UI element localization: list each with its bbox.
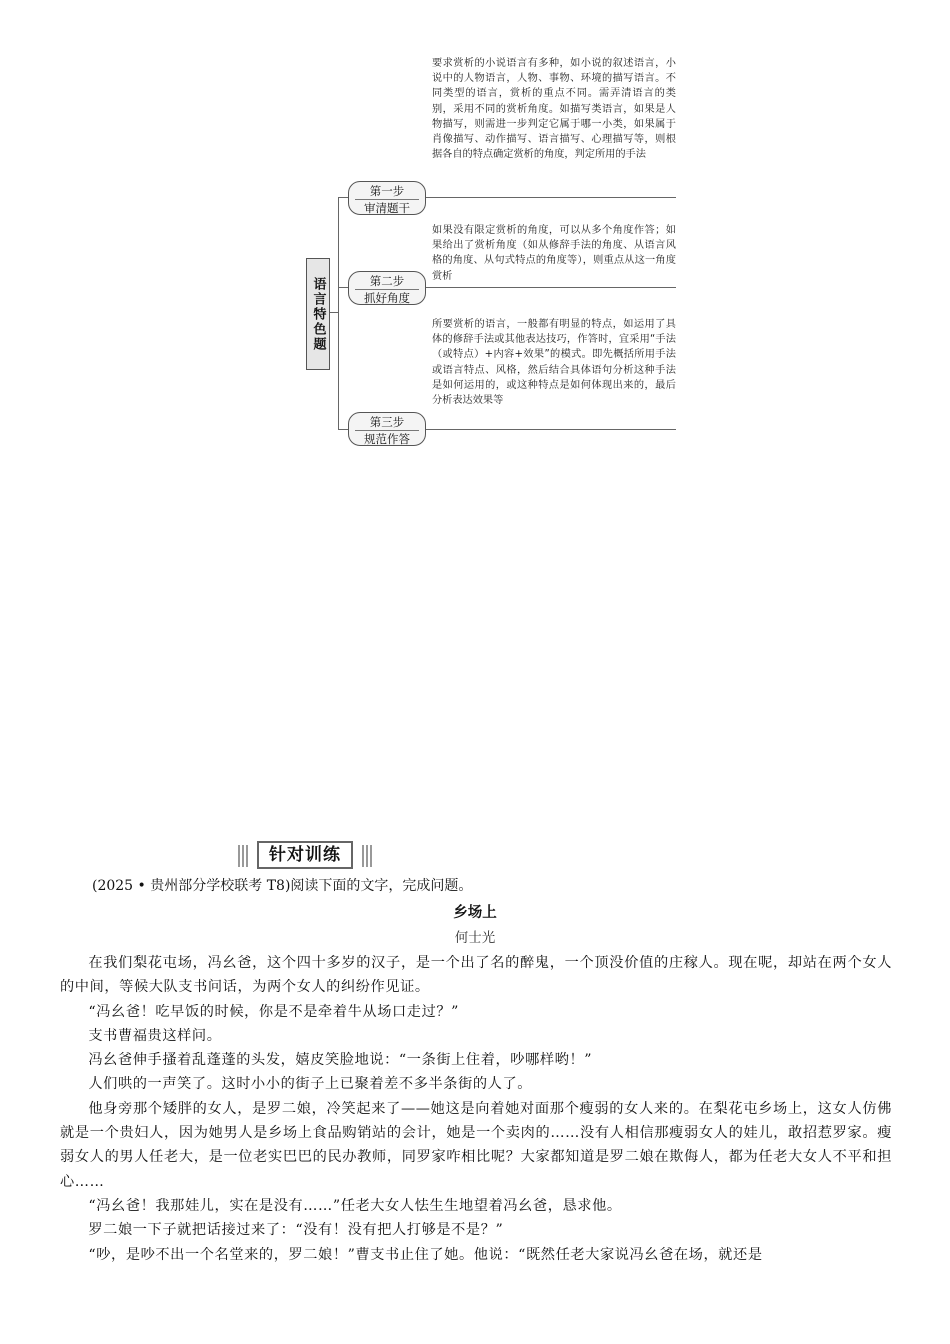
step-description-1: 要求赏析的小说语言有多种，如小说的叙述语言，小说中的人物语言，人物、事物、环境的描写语言。不同类型的语言，赏析的重点不同。需弄清语言的类别，采用不同的赏析角度。如描写类语言，如果是人物描写，则需进一步判定它属于哪一小类，如果属于肖像描写、动作描写、语言描写、心理描写等，则根据各自的特点确定赏析的角度，判定所用的手法 (432, 58, 676, 161)
step-name: 规范作答 (364, 432, 410, 446)
step-name: 审清题干 (364, 201, 410, 215)
question-source: (2025 • 贵州部分学校联考 T8)阅读下面的文字，完成问题。 (92, 878, 473, 894)
desc-underline-1 (426, 197, 676, 198)
step-description-3: 所要赏析的语言，一般都有明显的特点，如运用了具体的修辞手法或其他表达技巧，作答时，宜采用“手法（或特点）+内容+效果”的模式。即先概括所用手法或语言特点、风格，然后结合具体语句分析这种手法是如何运用的，或这种特点是如何体现出来的，最后分析表达效果等 (432, 319, 676, 407)
desc-underline-3 (426, 429, 676, 430)
mind-map (0, 0, 950, 460)
step-label: 第三步 (355, 414, 419, 431)
desc-underline-2 (426, 287, 676, 288)
section-banner (238, 842, 372, 868)
step-label: 第一步 (355, 183, 419, 200)
article-title: 乡场上 (453, 905, 497, 921)
step-name: 抓好角度 (364, 291, 410, 305)
root-node: 语言特色题 (306, 258, 330, 370)
branch-line-3 (338, 429, 348, 430)
branch-line-1 (338, 197, 348, 198)
paragraph: 支书曹福贵这样问。 (88, 1027, 222, 1044)
step-node-3 (348, 412, 426, 446)
trunk-line (338, 197, 339, 429)
paragraph: “吵，是吵不出一个名堂来的，罗二娘！”曹支书止住了她。他说：“既然任老大家说冯幺爸在场，就还是 (88, 1246, 763, 1263)
paragraph: 他身旁那个矮胖的女人，是罗二娘，冷笑起来了——她这是向着她对面那个瘦弱的女人来的。在梨花屯乡场上，这女人仿佛就是一个贵妇人，因为她男人是乡场上食品购销站的会计，她是一个卖肉的……没有人相信那瘦弱女人的娃儿，敢招惹罗家。瘦弱女人的男人任老大，是一位老实巴巴的民办教师，同罗家咋相比呢？大家都知道是罗二娘在欺侮人，都为任老大女人不平和担心…… (60, 1100, 892, 1190)
step-label: 第二步 (355, 273, 419, 290)
banner-label: 针对训练 (257, 841, 353, 869)
banner-stripe-left (238, 845, 248, 867)
branch-line-2 (338, 287, 348, 288)
step-node-1 (348, 181, 426, 215)
paragraph: 罗二娘一下子就把话接过来了：“没有！没有把人打够是不是？” (88, 1222, 504, 1239)
paragraph: 人们哄的一声笑了。这时小小的街子上已聚着差不多半条街的人了。 (88, 1076, 533, 1093)
step-description-2: 如果没有限定赏析的角度，可以从多个角度作答；如果给出了赏析角度（如从修辞手法的角度、从语言风格的角度、从句式特点的角度等），则重点从这一角度赏析 (432, 225, 676, 282)
paragraph: 在我们梨花屯场，冯幺爸，这个四十多岁的汉子，是一个出了名的醉鬼，一个顶没价值的庄稼人。现在呢，却站在两个女人的中间，等候大队支书问话，为两个女人的纠纷作见证。 (60, 955, 892, 996)
article-author: 何士光 (454, 930, 496, 946)
step-node-2 (348, 271, 426, 305)
paragraph: 冯幺爸伸手搔着乱蓬蓬的头发，嬉皮笑脸地说：“一条街上住着，吵哪样哟！” (88, 1052, 593, 1069)
paragraph: “冯幺爸！吃早饭的时候，你是不是牵着牛从场口走过？” (88, 1003, 459, 1020)
banner-stripe-right (362, 845, 372, 867)
paragraph: “冯幺爸！我那娃儿，实在是没有……”任老大女人怯生生地望着冯幺爸，恳求他。 (88, 1197, 622, 1214)
article-body (60, 951, 892, 1267)
